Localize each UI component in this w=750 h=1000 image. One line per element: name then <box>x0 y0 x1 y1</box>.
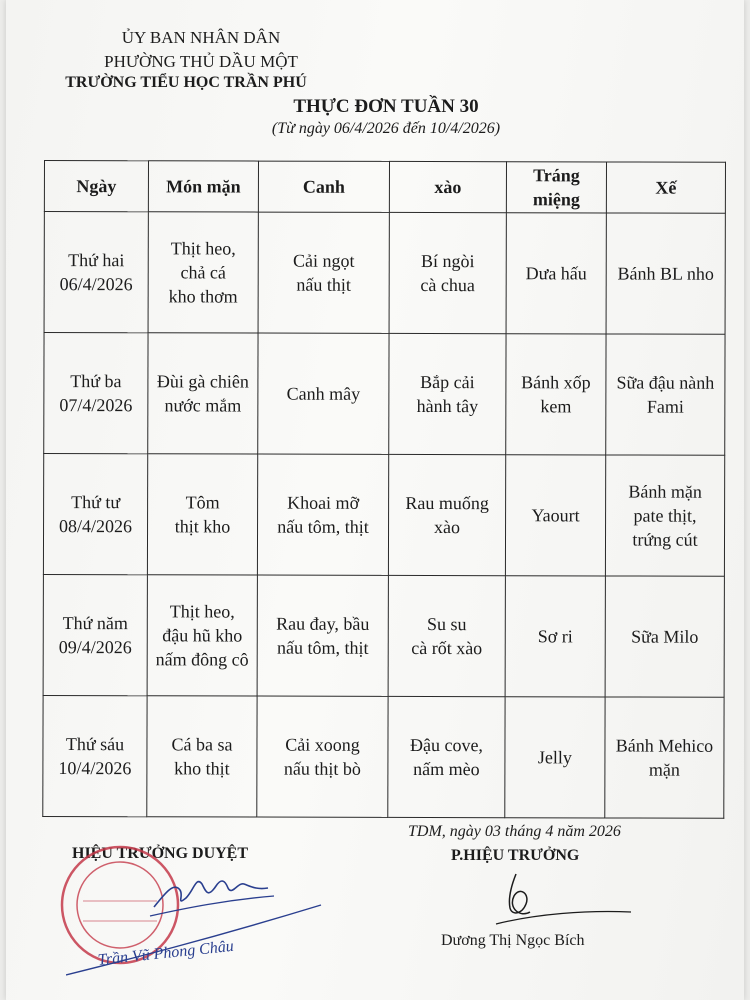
cell-line: 08/4/2026 <box>58 516 133 537</box>
cell-line: Cải ngọt <box>292 250 355 271</box>
cell-main-dish <box>147 696 257 817</box>
signature-underline-icon <box>66 895 326 985</box>
principal-name: Trần Vũ Phong Châu <box>97 937 235 969</box>
cell-line: Bánh BL nho <box>617 263 714 284</box>
cell-line: nấu thịt <box>296 274 351 295</box>
cell-line: nấu thịt bò <box>283 758 361 779</box>
table-header-row <box>44 161 725 214</box>
cell-main-dish <box>147 454 257 575</box>
cell-line: Thịt heo, <box>169 601 235 622</box>
column-header-stir-fry: xào <box>389 161 506 212</box>
cell-line: Cải xoong <box>285 734 360 755</box>
table-row <box>44 212 725 335</box>
cell-line: nấu tôm, thịt <box>277 516 369 537</box>
cell-day <box>44 212 148 333</box>
cell-day <box>43 574 147 695</box>
cell-line: Bí ngòi <box>420 250 475 272</box>
cell-stir-fry <box>388 575 505 696</box>
cell-soup <box>257 454 388 575</box>
vice-principal-name: Dương Thị Ngọc Bích <box>441 932 585 949</box>
cell-line: nấm mèo <box>413 758 480 780</box>
column-header-snack: Xế <box>606 162 725 213</box>
cell-main-dish <box>148 333 258 454</box>
cell-line: Thứ năm <box>62 613 128 634</box>
cell-soup <box>258 333 389 454</box>
cell-dessert <box>506 334 606 455</box>
cell-main-dish <box>147 575 257 696</box>
cell-line: Tôm <box>185 492 220 513</box>
cell-snack <box>605 697 724 818</box>
cell-line: Bánh xốp <box>521 372 591 393</box>
cell-day <box>43 454 147 575</box>
cell-snack <box>605 455 724 576</box>
cell-line: xào <box>434 517 461 538</box>
cell-dessert <box>505 576 605 697</box>
column-header-main-dish: Món mặn <box>148 161 258 212</box>
cell-line: mặn <box>648 759 680 780</box>
cell-day <box>44 333 148 454</box>
school-name: TRƯỜNG TIỂU HỌC TRẦN PHÚ <box>65 74 307 91</box>
cell-dessert <box>505 455 605 576</box>
table-row <box>44 333 725 456</box>
cell-line: Sơ ri <box>537 626 573 647</box>
date-range: (Từ ngày 06/4/2026 đến 10/4/2026) <box>271 120 501 137</box>
cell-snack <box>606 334 725 455</box>
cell-line: Yaourt <box>531 505 580 526</box>
cell-line: 07/4/2026 <box>59 395 133 416</box>
cell-line: Bắp cải <box>420 371 475 393</box>
cell-line: đậu hũ kho <box>162 625 243 646</box>
cell-line: kho thơm <box>168 286 238 307</box>
cell-line: Bánh mặn <box>628 481 702 502</box>
column-header-soup: Canh <box>258 161 389 212</box>
cell-line: thịt kho <box>174 516 231 537</box>
cell-line: nước mắm <box>164 395 242 416</box>
cell-line: Thứ tư <box>71 492 121 513</box>
cell-line: Sữa Milo <box>631 626 699 647</box>
cell-soup <box>257 575 388 696</box>
vice-principal-signature-icon <box>486 868 636 928</box>
cell-stir-fry <box>389 212 506 333</box>
menu-table <box>42 160 726 819</box>
cell-soup <box>257 696 388 817</box>
cell-line: Fami <box>646 396 684 417</box>
cell-line: Sữa đậu nành <box>616 372 715 393</box>
cell-line: Thứ hai <box>68 250 125 271</box>
cell-line: Bánh Mehico <box>615 735 714 756</box>
column-header-day: Ngày <box>44 161 148 212</box>
cell-line: Jelly <box>537 747 572 768</box>
table-row <box>43 695 724 818</box>
date-line: TDM, ngày 03 tháng 4 năm 2026 <box>408 823 621 840</box>
org-line-2: PHƯỜNG THỦ DẦU MỘT <box>104 52 298 71</box>
cell-line: Thứ sáu <box>65 734 125 755</box>
cell-stir-fry <box>388 696 505 817</box>
cell-line: chả cá <box>180 262 226 283</box>
cell-line: Su su <box>426 614 467 635</box>
cell-line: Đậu cove, <box>409 734 483 756</box>
cell-day <box>43 695 147 816</box>
cell-line: Rau đay, bầu <box>276 613 370 634</box>
cell-line: Dưa hấu <box>525 263 587 284</box>
cell-line: cà rốt xào <box>411 637 483 659</box>
cell-line: Thứ ba <box>70 371 122 392</box>
cell-line: kem <box>540 396 572 417</box>
cell-line: kho thịt <box>174 758 230 779</box>
vice-principal-title: P.HIỆU TRƯỞNG <box>451 847 580 864</box>
cell-dessert <box>505 697 605 818</box>
column-header-dessert: Tráng miệng <box>506 162 606 213</box>
cell-line: nấm đông cô <box>155 649 249 670</box>
cell-stir-fry <box>388 454 505 575</box>
cell-line: Cá ba sa <box>171 734 233 755</box>
cell-soup <box>258 212 389 333</box>
cell-line: 06/4/2026 <box>59 274 133 295</box>
cell-line: Khoai mỡ <box>287 492 360 513</box>
cell-line: nấu tôm, thịt <box>276 637 369 658</box>
principal-title: HIỆU TRƯỞNG DUYỆT <box>72 845 249 862</box>
cell-line: 10/4/2026 <box>58 758 132 779</box>
cell-dessert <box>506 213 606 334</box>
cell-line: cà chua <box>420 274 475 296</box>
paper-sheet <box>6 0 744 1000</box>
table-row <box>43 574 724 697</box>
cell-line: Thịt heo, <box>170 238 236 259</box>
table-row <box>43 454 724 577</box>
page-title: THỰC ĐƠN TUẦN 30 <box>293 96 479 117</box>
cell-snack <box>606 213 725 334</box>
cell-line: pate thịt, <box>633 505 697 526</box>
cell-main-dish <box>148 212 258 333</box>
cell-snack <box>605 576 724 697</box>
cell-line: Rau muống <box>405 492 489 514</box>
org-line-1: ỦY BAN NHÂN DÂN <box>121 28 281 47</box>
cell-line: Đùi gà chiên <box>156 371 249 392</box>
cell-stir-fry <box>389 333 506 454</box>
cell-line: hành tây <box>416 395 479 417</box>
cell-line: Canh mây <box>286 383 361 404</box>
cell-line: trứng cút <box>632 529 698 550</box>
cell-line: 09/4/2026 <box>58 637 132 658</box>
